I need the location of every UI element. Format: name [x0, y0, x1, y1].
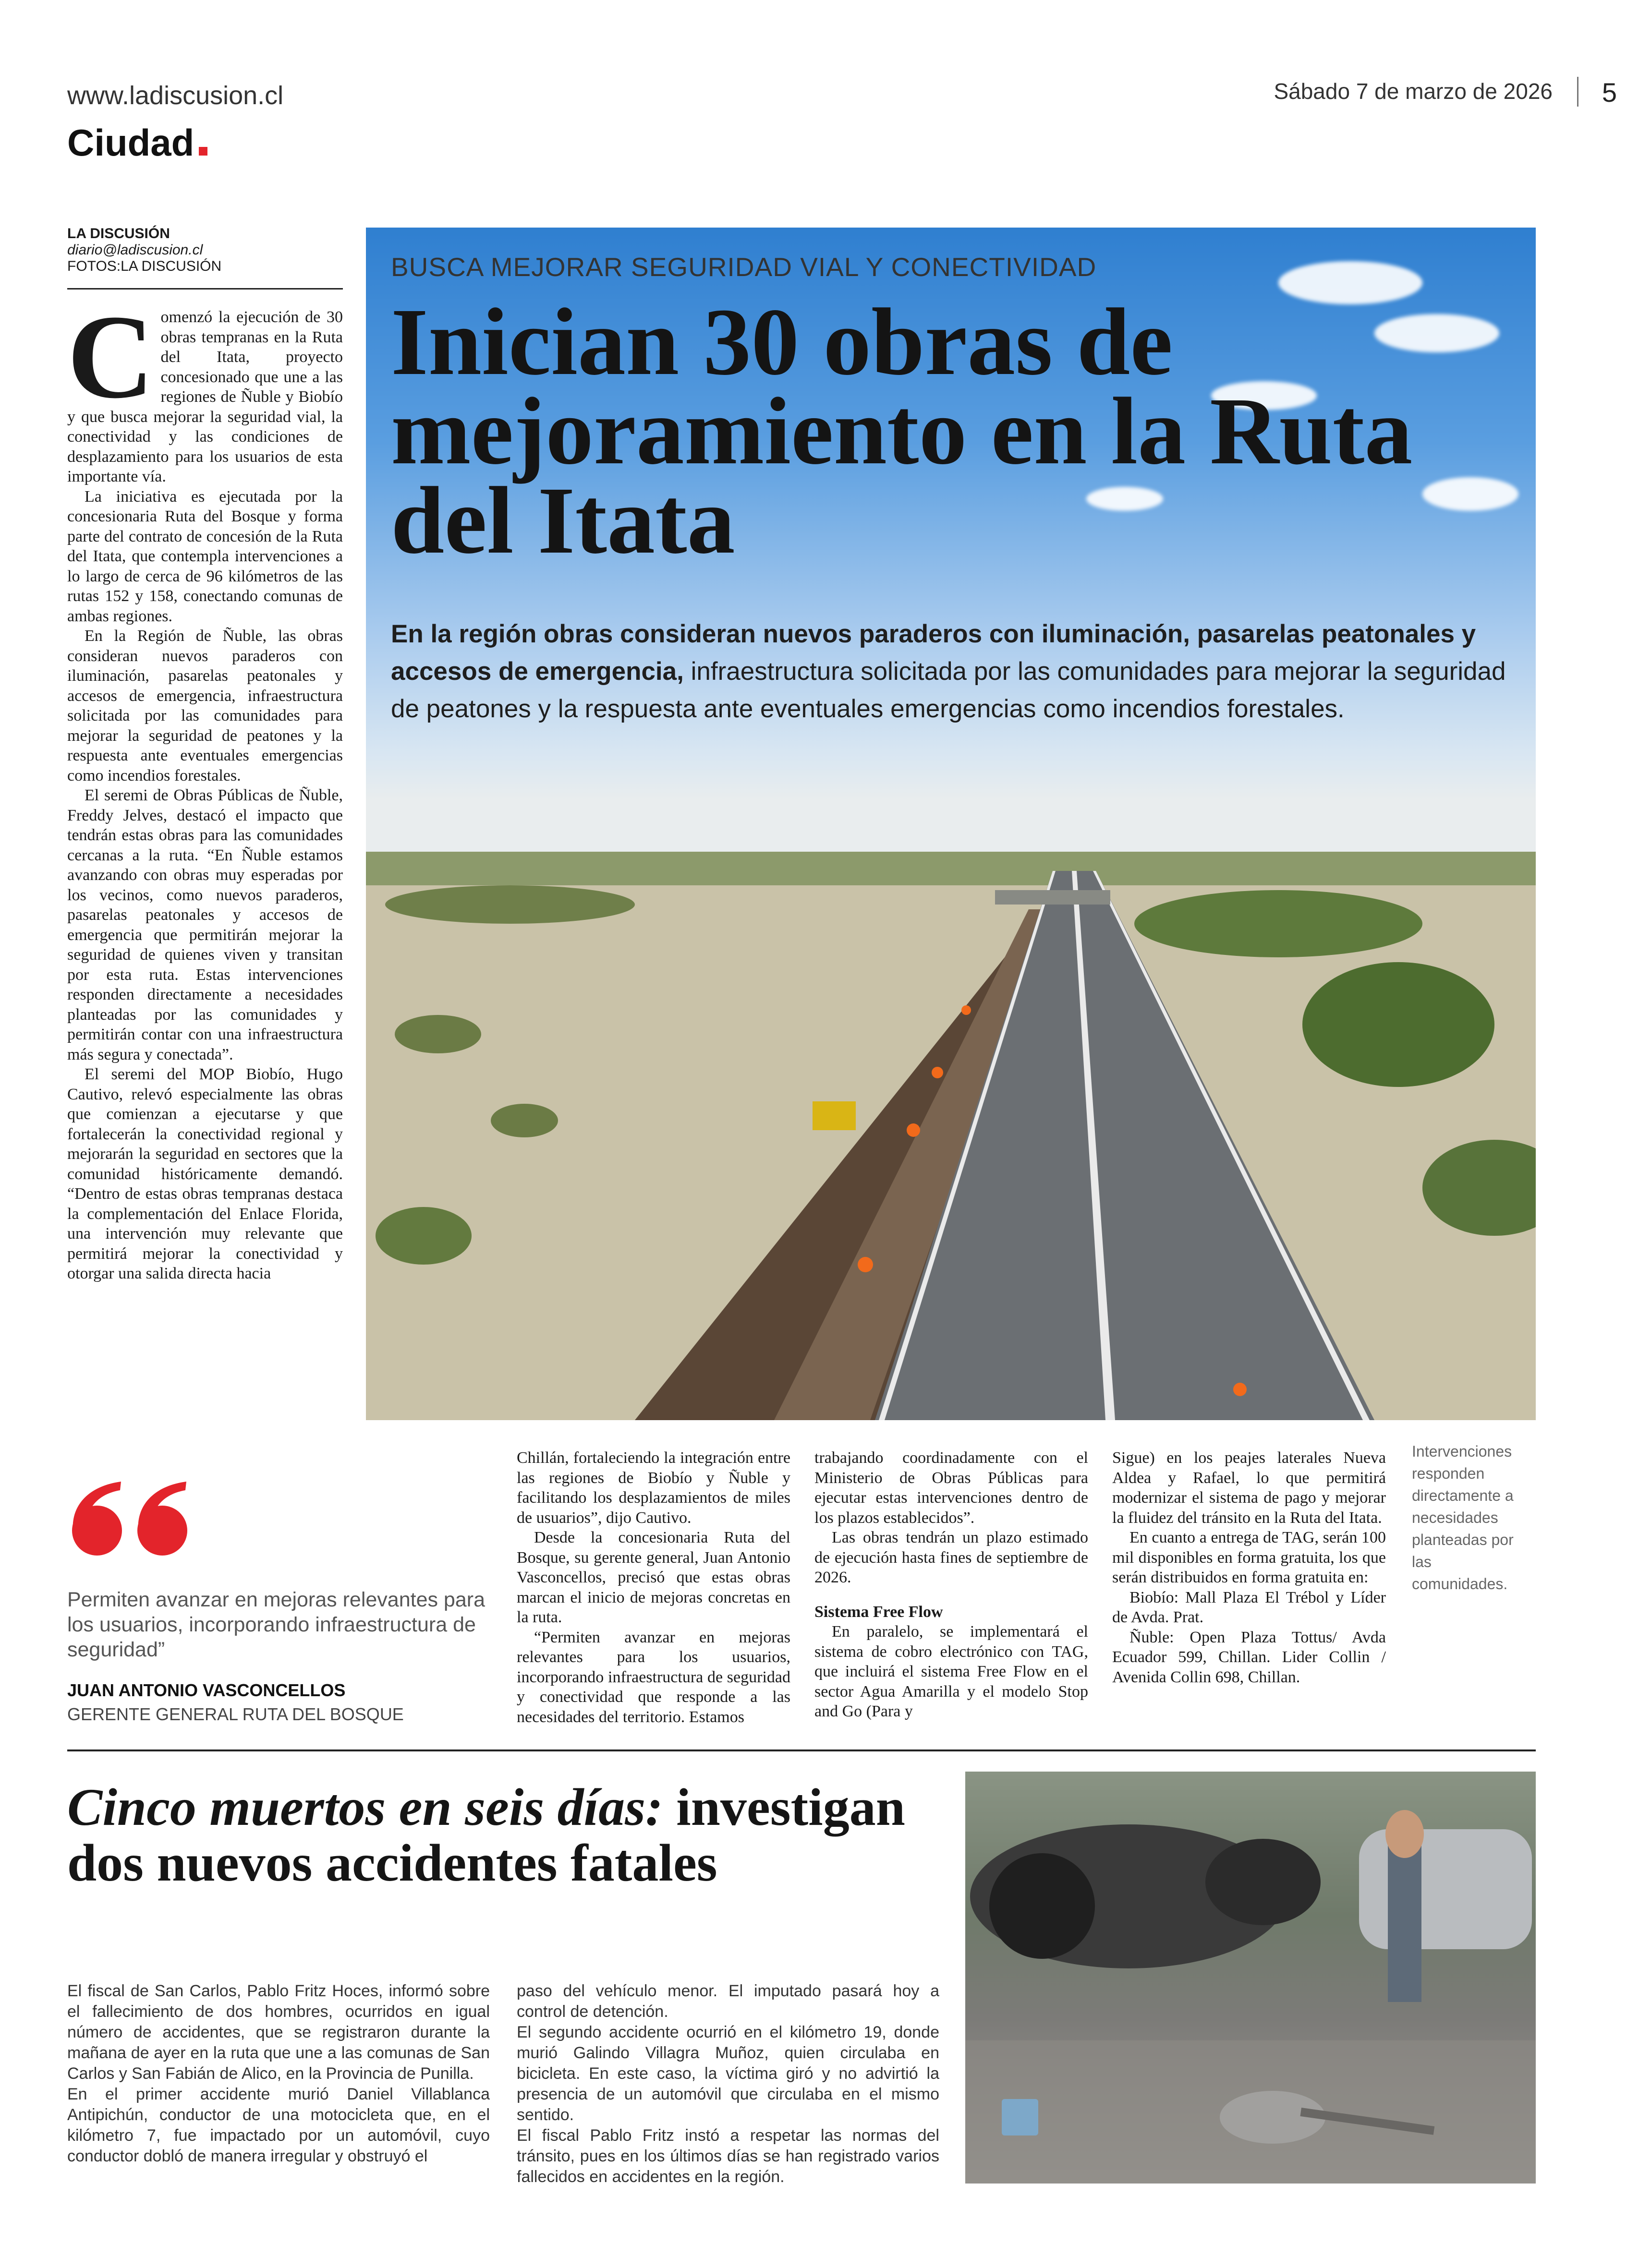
- article-paragraph: Desde la concesionaria Ruta del Bosque, su gerente general, Juan Antonio Vasconcellos, precisó que estas obras marcan el inicio de mejoras concretas en la ruta.: [517, 1529, 790, 1626]
- highway-landscape: [366, 852, 1536, 1420]
- article2-paragraph: El fiscal de San Carlos, Pablo Fritz Hoces, informó sobre el fallecimiento de dos hombres, ocurridos en igual número de accidentes, que se registraron durante la mañana de ayer en la ruta que une a las comunas de San Carlos y San Fabián de Alico, en la Provincia de Punilla.: [67, 1982, 490, 2083]
- article-paragraph: Biobío: Mall Plaza El Trébol y Líder de Avda. Prat.: [1112, 1588, 1386, 1626]
- article-paragraph-2: La iniciativa es ejecutada por la concesionaria Ruta del Bosque y forma parte del contrato de concesión de la Ruta del Itata, que contempla intervenciones a lo largo de cerca de 96 kilómetros de las rutas 152 y 158, conectando comunas de ambas regiones.: [67, 487, 343, 625]
- byline-divider: [67, 288, 343, 290]
- pull-quote-role: GERENTE GENERAL RUTA DEL BOSQUE: [67, 1704, 404, 1724]
- accident-photo: [965, 1772, 1536, 2184]
- byline-email[interactable]: diario@ladiscusion.cl: [67, 242, 203, 258]
- article-paragraph-5: El seremi del MOP Biobío, Hugo Cautivo, relevó especialmente las obras que comienzan a ejecutarse y que fortalecerán la conectividad regional y mejorarán la seguridad en sectores que la comunidad históricamente demandó. “Dentro de estas obras tempranas destaca la complementación del Enlace Florida, una intervención muy relevante que permitirá mejorar la conectividad y otorgar una salida directa hacia: [67, 1065, 343, 1282]
- article-headline: Inician 30 obras de mejoramiento en la Ruta del Itata: [391, 289, 1413, 574]
- page-number: 5: [1602, 77, 1617, 108]
- article-paragraph: Ñuble: Open Plaza Tottus/ Avda Ecuador 599, Chillan. Lider Collin / Avenida Collin 698, Chillan.: [1112, 1628, 1386, 1686]
- photo-watermark-badge: [1002, 2099, 1038, 2135]
- article2-paragraph: El fiscal Pablo Fritz instó a respetar las normas del tránsito, pues en los últimos días se han registrado varios fallecidos en accidentes en la región.: [517, 2126, 939, 2186]
- article2-column-b: [517, 1981, 939, 2187]
- article-column-c: [1112, 1448, 1386, 1687]
- photo-caption: Intervenciones responden directamente a necesidades planteadas por las comunidades.: [1412, 1443, 1514, 1592]
- quote-marks-icon: [67, 1479, 197, 1556]
- article2-paragraph: El segundo accidente ocurrió en el kilómetro 19, donde murió Galindo Villagra Muñoz, quien circulaba en bicicleta. En este caso, la víctima giró y no advirtió la presencia de un automóvil que circulaba en el mismo sentido.: [517, 2023, 939, 2124]
- pull-quote-author: JUAN ANTONIO VASCONCELLOS: [67, 1680, 346, 1700]
- article-subhead: [391, 615, 1510, 728]
- article2-headline: [67, 1779, 932, 1891]
- section-name: [67, 121, 207, 165]
- article-paragraph-1: omenzó la ejecución de 30 obras tempranas en la Ruta del Itata, proyecto concesionado que une a las regiones de Ñuble y Biobío y que busca mejorar la seguridad vial, la conectividad y las condiciones de desplazamiento para los usuarios de esta importante vía.: [67, 308, 343, 485]
- site-url[interactable]: www.ladiscusion.cl: [67, 81, 284, 110]
- article2-headline-italic: Cinco muertos en seis días:: [67, 1778, 663, 1836]
- subhead-bold: En la región obras consideran nuevos paraderos con iluminación, pasarelas peatonales y accesos de emergencia,: [391, 620, 1476, 686]
- article-paragraph: Sigue) en los peajes laterales Nueva Aldea y Rafael, lo que permitirá modernizar el sistema de pago y mejorar la fluidez del tránsito en la Ruta del Itata.: [1112, 1449, 1386, 1527]
- article-paragraph: “Permiten avanzar en mejoras relevantes para los usuarios, incorporando infraestructura de seguridad y conectividad que responde a las necesidades del territorio. Estamos: [517, 1628, 790, 1726]
- article-paragraph: trabajando coordinadamente con el Ministerio de Obras Públicas para ejecutar estas intervenciones dentro de los plazos establecidos”.: [814, 1449, 1088, 1527]
- section-label: Ciudad: [67, 121, 194, 164]
- article-column-b: [814, 1448, 1088, 1722]
- article-paragraph: Chillán, fortaleciendo la integración entre las regiones de Biobío y Ñuble y facilitando los desplazamientos de miles de usuarios”, dijo Cautivo.: [517, 1449, 790, 1527]
- article-paragraph-3: En la Región de Ñuble, las obras consideran nuevos paraderos con iluminación, pasarelas peatonales y accesos de emergencia, infraestructura solicitada por las comunidades para mejorar la seguridad de peatones y la respuesta ante eventuales emergencias como incendios forestales.: [67, 627, 343, 784]
- article-paragraph: [67, 290, 343, 487]
- subsection-heading: Sistema Free Flow: [814, 1603, 943, 1621]
- pull-quote-text: Permiten avanzar en mejoras relevantes para los usuarios, incorporando infraestructura de seguridad”: [67, 1588, 485, 1661]
- section-divider: [67, 1749, 1536, 1751]
- dropcap: C: [67, 290, 154, 423]
- byline: [67, 226, 341, 275]
- subhead-rest: infraestructura solicitada por las comunidades para mejorar la seguridad de peatones y la respuesta ante eventuales emergencias como incendios forestales.: [391, 657, 1506, 723]
- byline-photos: FOTOS:LA DISCUSIÓN: [67, 258, 222, 274]
- article-kicker: BUSCA MEJORAR SEGURIDAD VIAL Y CONECTIVIDAD: [391, 252, 1097, 282]
- article-paragraph: En cuanto a entrega de TAG, serán 100 mil disponibles en forma gratuita, los que serán distribuidos en forma gratuita en:: [1112, 1529, 1386, 1586]
- article-left-column: [67, 290, 343, 1284]
- header-date: Sábado 7 de marzo de 2026: [1274, 79, 1553, 104]
- accident-scene-illustration: [965, 1772, 1536, 2184]
- byline-outlet: LA DISCUSIÓN: [67, 226, 170, 241]
- article2-headline-rest: investigan dos nuevos accidentes fatales: [67, 1778, 905, 1892]
- section-dot-icon: [199, 147, 207, 156]
- article-paragraph-4: El seremi de Obras Públicas de Ñuble, Freddy Jelves, destacó el impacto que tendrán estas obras para las comunidades cercanas a la ruta. “En Ñuble estamos avanzando con obras muy esperadas por los vecinos, como nuevos paraderos, pasarelas peatonales y accesos de emergencia que permitirán mejorar la seguridad de quienes viven y transitan por esta ruta. Estas intervenciones responden directamente a necesidades planteadas por las comunidades y permitirán contar con una infraestructura más segura y conectada”.: [67, 786, 343, 1063]
- article-paragraph: En paralelo, se implementará el sistema de cobro electrónico con TAG, que incluirá el sistema Free Flow en el sector Agua Amarilla y el modelo Stop and Go (Para y: [814, 1623, 1088, 1720]
- article-column-a: [517, 1448, 790, 1727]
- article2-paragraph: paso del vehículo menor. El imputado pasará hoy a control de detención.: [517, 1982, 939, 2021]
- article2-paragraph: En el primer accidente murió Daniel Villablanca Antipichún, conductor de una motocicleta que, en el kilómetro 7, fue impactado por un automóvil, cuyo conductor dobló de manera irregular y obstruyó el: [67, 2085, 490, 2165]
- article2-column-a: [67, 1981, 490, 2167]
- article-paragraph: Las obras tendrán un plazo estimado de ejecución hasta fines de septiembre de 2026.: [814, 1529, 1088, 1586]
- header-divider: [1577, 77, 1578, 107]
